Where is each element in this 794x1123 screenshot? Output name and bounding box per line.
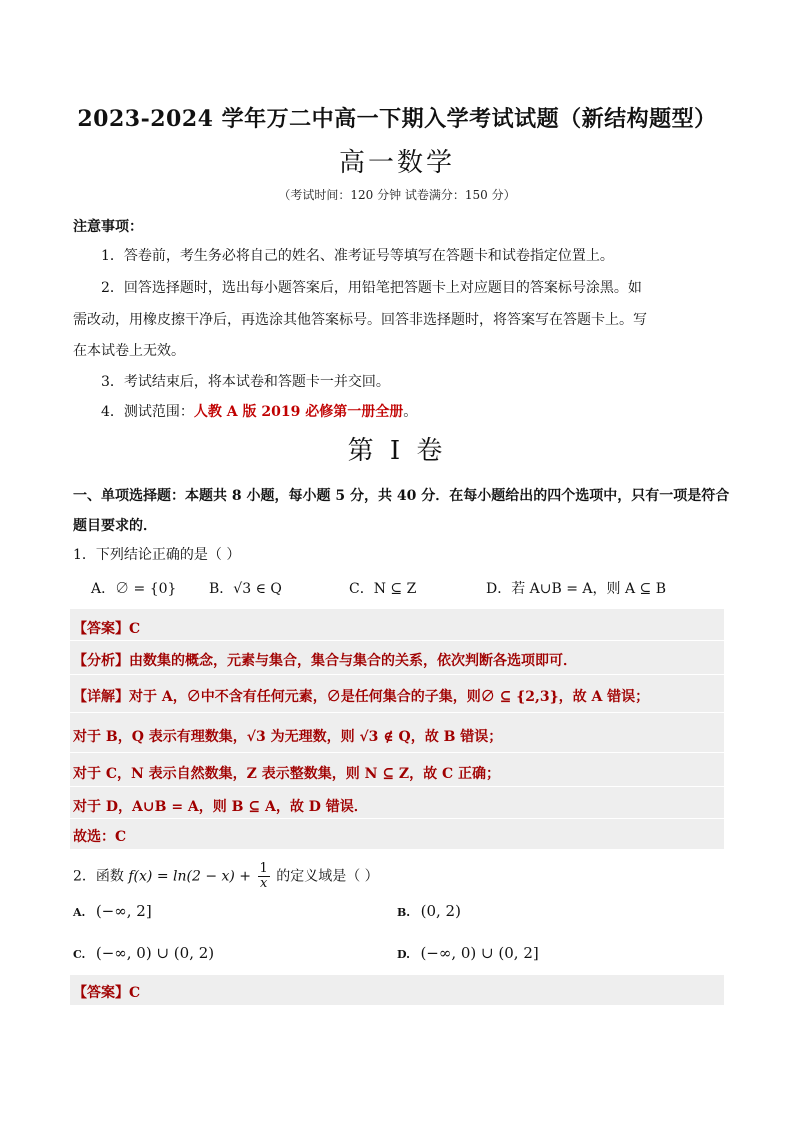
q2-stem-suffix: 的定义域是（ ） <box>276 868 379 885</box>
q2-answer: 【答案】C <box>73 985 141 1001</box>
test-range: 人教 A 版 2019 必修第一册全册 <box>193 404 404 420</box>
q1-detail-1: 【详解】对于 A，∅中不含有任何元素，∅是任何集合的子集，则∅ ⊆ {2,3}，故 A 错误； <box>73 689 650 705</box>
q1-option-b: B．√3 ∈ Q <box>209 581 282 597</box>
note-item-4-prefix: 4．测试范围： <box>101 404 194 420</box>
note-item-4-suffix: 。 <box>403 404 418 420</box>
separator <box>70 674 724 675</box>
q2-option-c <box>73 944 214 962</box>
q2-fraction-denominator: x <box>259 876 268 891</box>
exam-title: 2023-2024 学年万二中高一下期入学考试试题（新结构题型） <box>77 106 717 132</box>
q2-option-c-text: (−∞, 0) ∪ (0, 2) <box>95 944 215 962</box>
note-item-2-line-1: 2．回答选择题时，选出每小题答案后，用铅笔把答题卡上对应题目的答案标号涂黑。如 <box>101 280 642 296</box>
notes-heading: 注意事项： <box>73 219 143 235</box>
q2-option-c-label: C. <box>73 948 86 961</box>
note-item-2-line-3: 在本试卷上无效。 <box>73 343 185 359</box>
separator <box>70 640 724 641</box>
q2-option-d-text: (−∞, 0) ∪ (0, 2] <box>420 944 539 962</box>
q1-detail-2: 对于 B，Q 表示有理数集，√3 为无理数，则 √3 ∉ Q，故 B 错误； <box>73 729 503 745</box>
note-item-3: 3．考试结束后，将本试卷和答题卡一并交回。 <box>101 374 390 390</box>
q1-analysis: 【分析】由数集的概念，元素与集合，集合与集合的关系，依次判断各选项即可． <box>73 653 577 669</box>
q2-option-b <box>397 902 461 920</box>
separator <box>70 786 724 787</box>
section-heading: 一、单项选择题：本题共 8 小题，每小题 5 分，共 40 分．在每小题给出的四个选项中，只有一项是符合题目要求的． <box>73 488 730 534</box>
q1-detail-4: 对于 D，A∪B = A，则 B ⊆ A，故 D 错误． <box>73 799 368 815</box>
q1-answer: 【答案】C <box>73 621 141 637</box>
q1-option-a: A．∅ = {0} <box>91 581 177 597</box>
q2-option-b-label: B. <box>397 906 411 919</box>
q1-option-c: C．N ⊆ Z <box>349 581 417 597</box>
q2-option-b-text: (0, 2) <box>420 902 461 920</box>
section-title: 第 I 卷 <box>347 436 447 466</box>
q2-stem-prefix: 2．函数 <box>73 868 124 885</box>
separator <box>70 752 724 753</box>
q2-answer-block <box>70 975 724 1005</box>
q1-option-d: D．若 A∪B = A，则 A ⊆ B <box>486 581 667 597</box>
note-item-2-line-2: 需改动，用橡皮擦干净后，再选涂其他答案标号。回答非选择题时，将答案写在答题卡上。写 <box>73 312 647 328</box>
q1-detail-3: 对于 C，N 表示自然数集，Z 表示整数集，则 N ⊆ Z，故 C 正确； <box>73 766 501 782</box>
q1-stem: 1．下列结论正确的是（ ） <box>73 547 241 563</box>
note-item-1: 1．答卷前，考生务必将自己的姓名、准考证号等填写在答题卡和试卷指定位置上。 <box>101 248 614 264</box>
q2-stem <box>73 862 379 891</box>
q2-function: f(x) = ln(2 − x) + <box>128 868 252 885</box>
note-item-4 <box>101 402 417 422</box>
q2-option-d-label: D. <box>397 948 410 961</box>
q2-option-a-text: (−∞, 2] <box>95 902 152 920</box>
q1-choice: 故选：C <box>73 829 127 845</box>
separator <box>70 712 724 713</box>
separator <box>70 818 724 819</box>
q2-option-a-label: A. <box>73 906 86 919</box>
subject-title: 高一数学 <box>338 148 455 178</box>
q2-option-d <box>397 944 539 962</box>
time-info: （考试时间：120 分钟 试卷满分：150 分） <box>278 188 516 202</box>
q2-option-a <box>73 902 152 920</box>
q2-fraction <box>258 862 270 891</box>
q2-fraction-numerator: 1 <box>259 861 268 876</box>
